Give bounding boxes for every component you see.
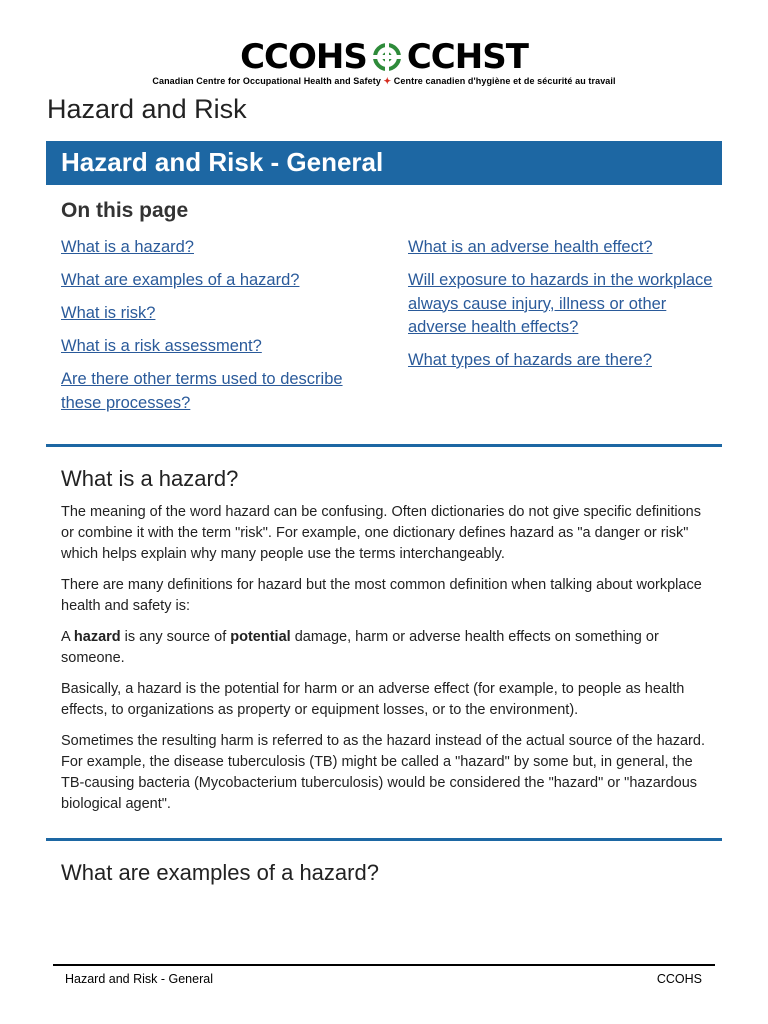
section-heading-examples-of-hazard: What are examples of a hazard? (61, 860, 379, 885)
footer-document-title: Hazard and Risk - General (65, 972, 213, 986)
paragraph: There are many definitions for hazard but the most common definition when talking about workplace health and safety is: (61, 577, 702, 614)
paragraph: Basically, a hazard is the potential for harm or an adverse effect (for example, to people as health effects, to organizations as property or equipment losses, or to the environment). (61, 681, 685, 718)
footer-rule (53, 964, 715, 966)
toc-heading: On this page (61, 199, 189, 222)
logo-subtitle (0, 76, 768, 87)
toc-link-other-terms[interactable]: Are there other terms used to describe these processes? (61, 370, 343, 412)
section-divider (46, 444, 722, 447)
definition-text: is any source of (120, 629, 231, 645)
toc-right-column (408, 236, 718, 382)
document-title: Hazard and Risk (47, 94, 247, 124)
term-potential: potential (230, 629, 291, 645)
page-title: Hazard and Risk - General (61, 147, 384, 177)
ccohs-emblem-icon (373, 43, 401, 71)
logo-subtitle-fr: Centre canadien d'hygiène et de sécurité au travail (393, 76, 616, 86)
section-divider (46, 838, 722, 841)
toc-left-column (61, 236, 371, 425)
toc-link-what-is-a-hazard[interactable]: What is a hazard? (61, 238, 194, 256)
footer-organization: CCOHS (656, 972, 702, 986)
definition-text: A (61, 629, 74, 645)
maple-leaf-icon: ✦ (383, 76, 392, 86)
logo-subtitle-en: Canadian Centre for Occupational Health and Safety (152, 76, 381, 86)
toc-link-exposure-always-cause[interactable]: Will exposure to hazards in the workplace always cause injury, illness or other adverse health effects? (408, 271, 713, 336)
term-hazard: hazard (73, 629, 121, 645)
page-title-banner (46, 141, 722, 185)
section-body (61, 502, 711, 825)
paragraph: Sometimes the resulting harm is referred to as the hazard instead of the actual source of the hazard. For example, the disease tuberculosis (TB) might be called a "hazard" by some but, in general, the TB-causing bacteria (Mycobacterium tuberculosis) would be considered the "hazard" or "hazardous biological agent". (61, 733, 705, 812)
logo-right-word: CCHST (406, 37, 528, 77)
ccohs-logo (0, 37, 768, 87)
definition-text: damage, harm or adverse health effects on something or someone. (61, 629, 659, 666)
paragraph: The meaning of the word hazard can be confusing. Often dictionaries do not give specific definitions or combine it with the term "risk". For example, one dictionary defines hazard as "a danger or risk" which helps explain why many people use the terms interchangeably. (61, 504, 701, 562)
logo-left-word: CCOHS (240, 37, 367, 77)
section-heading-what-is-a-hazard: What is a hazard? (61, 466, 239, 491)
toc-link-types-of-hazards[interactable]: What types of hazards are there? (408, 351, 652, 369)
toc-link-examples-of-hazard[interactable]: What are examples of a hazard? (61, 271, 300, 289)
toc-link-what-is-risk[interactable]: What is risk? (61, 304, 156, 322)
toc-link-risk-assessment[interactable]: What is a risk assessment? (61, 337, 262, 355)
logo-wordmark (240, 37, 528, 77)
hazard-definition (61, 627, 711, 669)
toc-link-adverse-health-effect[interactable]: What is an adverse health effect? (408, 238, 653, 256)
